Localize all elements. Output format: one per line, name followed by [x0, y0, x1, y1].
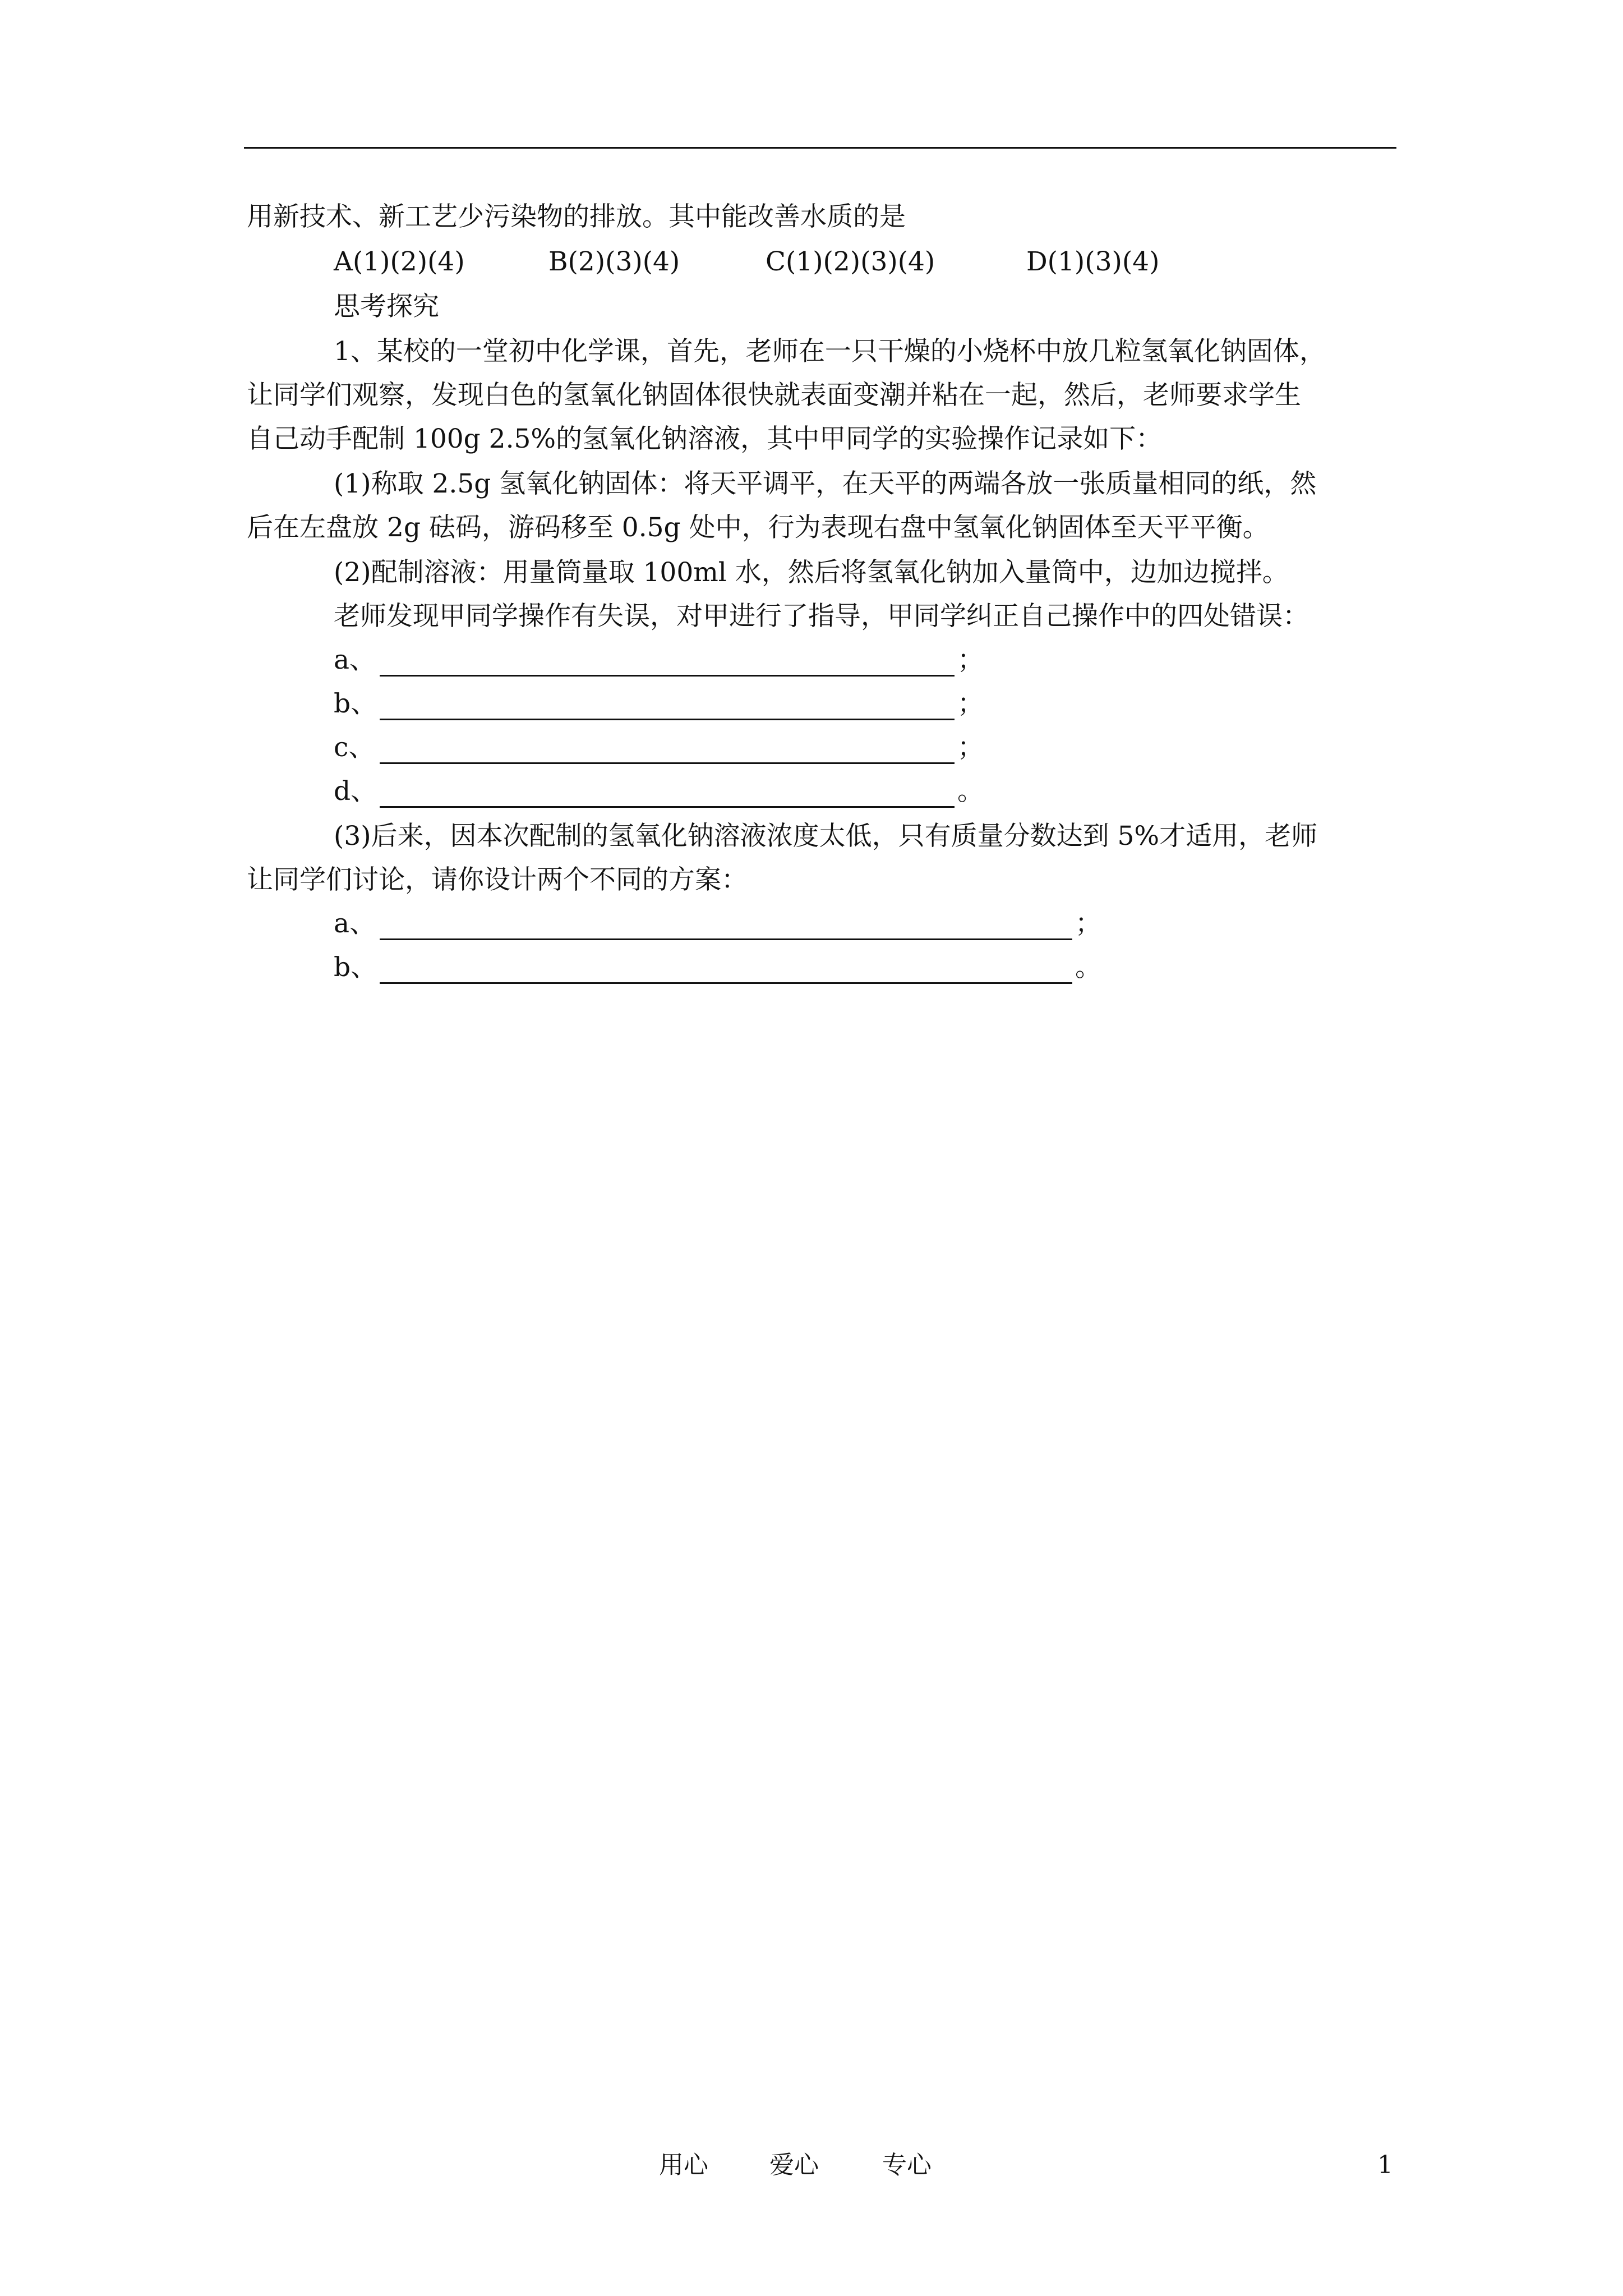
- error-label-c: c、: [334, 732, 375, 763]
- section-title: 思考探究: [334, 291, 439, 322]
- intro-line: 用新技术、新工艺少污染物的排放。其中能改善水质的是: [247, 201, 906, 232]
- error-answer-c: [334, 731, 1007, 765]
- error-label-d: d、: [334, 776, 377, 807]
- error-label-a: a、: [334, 645, 376, 675]
- error-answer-b: [334, 687, 1007, 721]
- option-d: D(1)(3)(4): [1026, 246, 1160, 277]
- step-1-line-2: 后在左盘放 2g 砝码，游码移至 0.5g 处中，行为表现右盘中氢氧化钠固体至天平平衡。: [247, 512, 1269, 543]
- footer-motto-3: 专心: [882, 2151, 932, 2179]
- plan-answer-a: [334, 907, 1119, 941]
- plan-label-a: a、: [334, 908, 376, 939]
- answer-blank-c[interactable]: [380, 734, 955, 764]
- step-1-line-1: (1)称取 2.5g 氢氧化钠固体：将天平调平，在天平的两端各放一张质量相同的纸，然: [334, 468, 1317, 499]
- answer-blank-d[interactable]: [380, 778, 955, 808]
- error-answer-d: [334, 775, 1007, 808]
- answer-blank-a[interactable]: [380, 647, 955, 677]
- step-3-line-2: 让同学们讨论，请你设计两个不同的方案：: [247, 864, 748, 895]
- option-c: C(1)(2)(3)(4): [766, 246, 935, 277]
- teacher-line: 老师发现甲同学操作有失误，对甲进行了指导，甲同学纠正自己操作中的四处错误：: [334, 601, 1309, 632]
- plan-blank-a[interactable]: [380, 910, 1072, 940]
- step-3-line-1: (3)后来，因本次配制的氢氧化钠溶液浓度太低，只有质量分数达到 5%才适用，老师: [334, 821, 1318, 852]
- header-rule: [244, 147, 1396, 149]
- plan-blank-b[interactable]: [380, 954, 1072, 984]
- footer-motto-1: 用心: [659, 2151, 708, 2179]
- answer-blank-b[interactable]: [380, 691, 955, 720]
- plan-end-b: 。: [1075, 952, 1101, 983]
- question-1-line-1: 1、某校的一堂初中化学课，首先，老师在一只干燥的小烧杯中放几粒氢氧化钠固体，: [334, 336, 1326, 367]
- option-a: A(1)(2)(4): [334, 246, 465, 277]
- error-end-d: 。: [957, 776, 984, 807]
- error-answer-a: [334, 643, 1007, 677]
- error-end-c: ；: [957, 732, 984, 763]
- page-number: 1: [1377, 2151, 1393, 2179]
- plan-answer-b: [334, 951, 1119, 984]
- question-1-line-3: 自己动手配制 100g 2.5%的氢氧化钠溶液，其中甲同学的实验操作记录如下：: [247, 424, 1163, 454]
- footer-motto-2: 爱心: [769, 2151, 819, 2179]
- error-label-b: b、: [334, 688, 377, 719]
- question-1-line-2: 让同学们观察，发现白色的氢氧化钠固体很快就表面变潮并粘在一起，然后，老师要求学生: [247, 380, 1301, 411]
- error-end-a: ；: [957, 645, 984, 675]
- step-2-line: (2)配制溶液：用量筒量取 100ml 水，然后将氢氧化钠加入量筒中，边加边搅拌。: [334, 557, 1289, 588]
- plan-end-a: ；: [1075, 908, 1101, 939]
- option-b: B(2)(3)(4): [548, 246, 680, 277]
- error-end-b: ；: [957, 688, 984, 719]
- plan-label-b: b、: [334, 952, 377, 983]
